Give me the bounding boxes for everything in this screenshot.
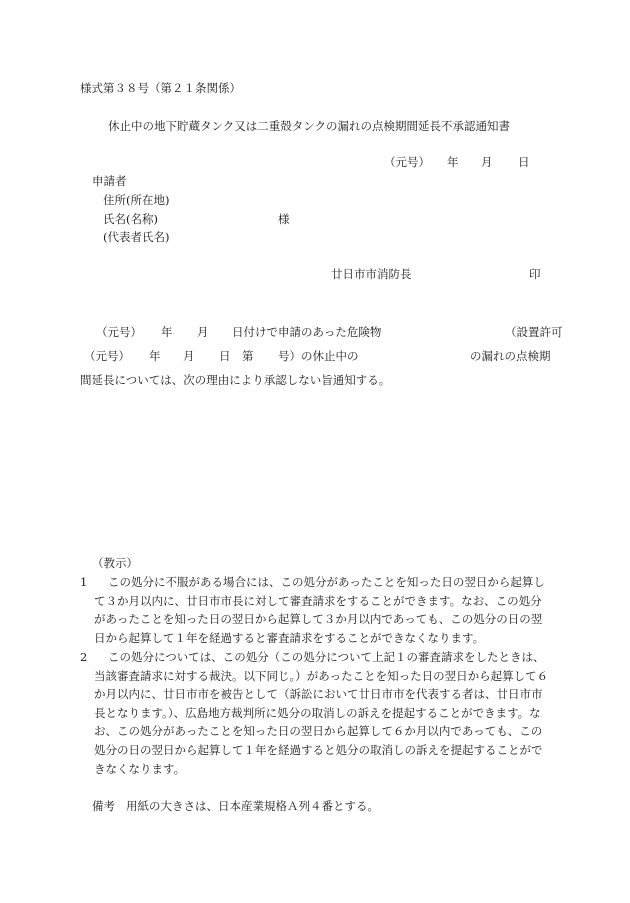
- applicant-label: 申請者: [92, 174, 127, 188]
- body-dai: 第: [242, 349, 254, 363]
- applicant-name: 氏名(名称): [103, 212, 158, 226]
- notice-header: （教示）: [92, 556, 138, 570]
- notice-item-1: [80, 573, 550, 647]
- date-month: 月: [481, 155, 493, 169]
- body-era-2: （元号）: [84, 349, 130, 363]
- body-month-2: 月: [183, 349, 195, 363]
- remarks-text: 用紙の大きさは、日本産業規格Ａ列４番とする。: [126, 799, 379, 813]
- body-day-2: 日: [219, 349, 231, 363]
- date-era: （元号）: [384, 155, 430, 169]
- body-line2-right: の漏れの点検期: [470, 349, 551, 363]
- body-line1-right: （設置許可: [505, 325, 563, 339]
- notice-item-text: この処分については、この処分（この処分について上記１の審査請求をしたときは、当該審査請求に対する裁決。以下同じ。）があったことを知った日の翌日から起算して６か月以内に、廿日市市を被告として（訴訟において廿日市市を代表する者は、廿日市市長となります。）、広島地方裁判所に処分の取消しの訴えを提起することができます。なお、この処分があったことを知った日の翌日から起算して６か月以内であっても、この処分の日の翌日から起算して１年を経過すると処分の取消しの訴えを提起することができなくなります。: [94, 650, 549, 776]
- applicant-address: 住所(所在地): [103, 193, 170, 207]
- notice-item-number: 2: [80, 650, 88, 664]
- body-year-1: 年: [161, 325, 173, 339]
- issuer-seal: 印: [529, 267, 541, 281]
- form-number: 様式第３８号（第２１条関係）: [80, 81, 241, 95]
- document-title: 休止中の地下貯蔵タンク又は二重殻タンクの漏れの点検期間延長不承認通知書: [108, 119, 511, 133]
- notice-item-text: この処分に不服がある場合には、この処分があったことを知った日の翌日から起算して３か月以内に、廿日市市長に対して審査請求をすることができます。なお、この処分があったことを知った日の翌日から起算して３か月以内であっても、この処分の日の翌日から起算して１年を経過すると審査請求をすることができなくなります。: [94, 575, 545, 645]
- body-month-1: 月: [197, 325, 209, 339]
- applicant-representative: (代表者氏名): [103, 230, 170, 244]
- date-year: 年: [447, 155, 459, 169]
- applicant-honorific: 様: [278, 212, 290, 226]
- notice-item-number: 1: [80, 575, 88, 589]
- body-era-1: （元号）: [96, 325, 142, 339]
- remarks-label: 備考: [92, 799, 115, 813]
- body-line3: 間延長については、次の理由により承認しない旨通知する。: [80, 373, 391, 387]
- issuer-name: 廿日市市消防長: [331, 267, 412, 281]
- body-line1-text: 日付けで申請のあった危険物: [232, 325, 382, 339]
- notice-item-2: [80, 648, 550, 778]
- date-day: 日: [518, 155, 530, 169]
- body-year-2: 年: [149, 349, 161, 363]
- body-go: 号）の休止中の: [278, 349, 359, 363]
